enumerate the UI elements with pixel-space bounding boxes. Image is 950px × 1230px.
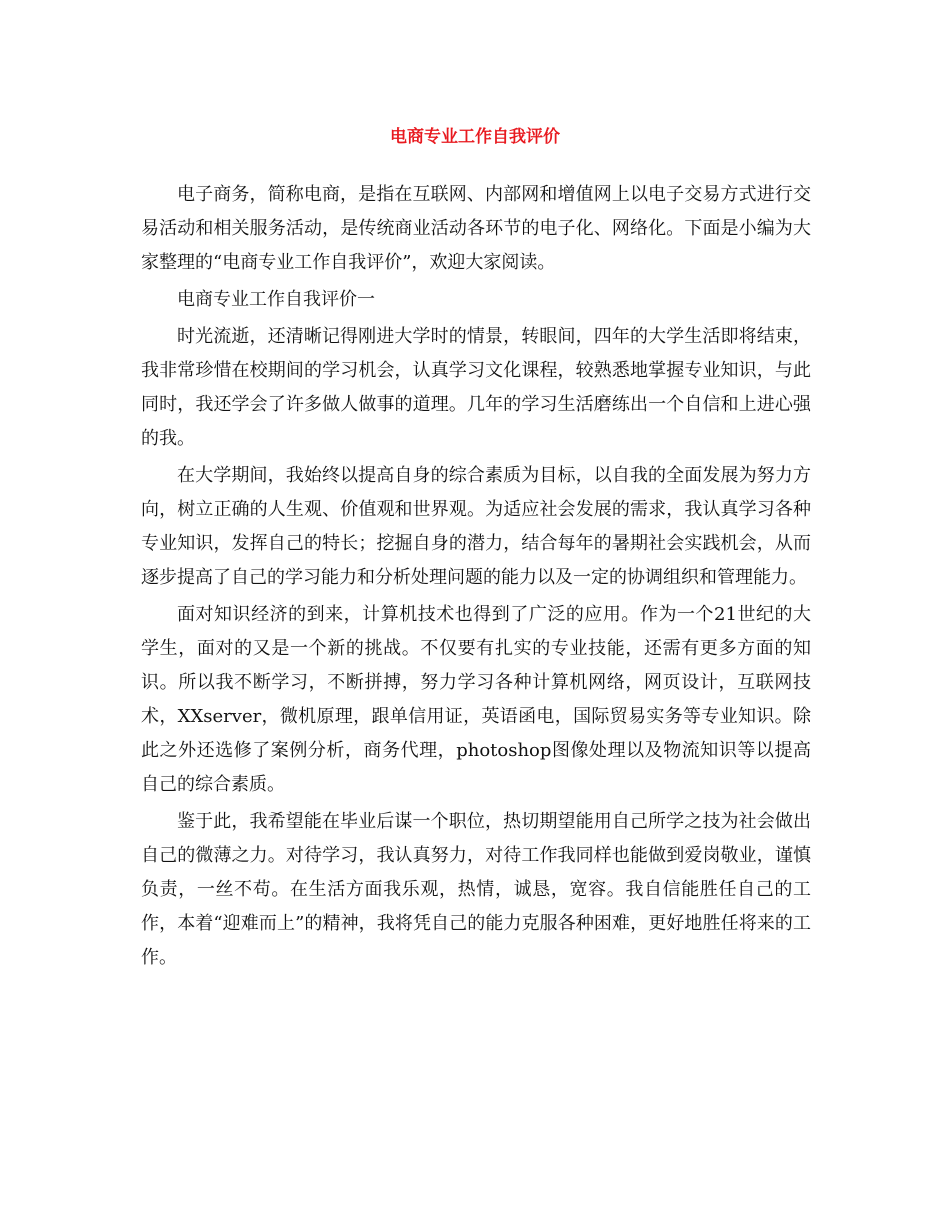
intro-paragraph: 电子商务，简称电商，是指在互联网、内部网和增值网上以电子交易方式进行交易活动和相关服务活动，是传统商业活动各环节的电子化、网络化。下面是小编为大家整理的“电商专业工作自我评价”，欢迎大家阅读。 <box>141 184 811 273</box>
document-title: 电商专业工作自我评价 <box>390 127 560 147</box>
section-heading: 电商专业工作自我评价一 <box>177 289 375 310</box>
document-body <box>141 178 811 978</box>
body-paragraph: 在大学期间，我始终以提高自身的综合素质为目标，以自我的全面发展为努力方向，树立正确的人生观、价值观和世界观。为适应社会发展的需求，我认真学习各种专业知识，发挥自己的特长；挖掘自身的潜力，结合每年的暑期社会实践机会，从而逐步提高了自己的学习能力和分析处理问题的能力以及一定的协调组织和管理能力。 <box>141 465 811 588</box>
body-paragraph: 鉴于此，我希望能在毕业后谋一个职位，热切期望能用自己所学之技为社会做出自己的微薄之力。对待学习，我认真努力，对待工作我同样也能做到爱岗敬业，谨慎负责，一丝不苟。在生活方面我乐观，热情，诚恳，宽容。我自信能胜任自己的工作，本着“迎难而上”的精神，我将凭自己的能力克服各种困难，更好地胜任将来的工作。 <box>141 811 811 968</box>
body-paragraph: 面对知识经济的到来，计算机技术也得到了广泛的应用。作为一个21世纪的大学生，面对的又是一个新的挑战。不仅要有扎实的专业技能，还需有更多方面的知识。所以我不断学习，不断拼搏，努力学习各种计算机网络，网页设计，互联网技术，XXserver，微机原理，跟单信用证，英语函电，国际贸易实务等专业知识。除此之外还选修了案例分析，商务代理，photoshop图像处理以及物流知识等以提高自己的综合素质。 <box>141 604 811 795</box>
body-paragraph: 时光流逝，还清晰记得刚进大学时的情景，转眼间，四年的大学生活即将结束，我非常珍惜在校期间的学习机会，认真学习文化课程，较熟悉地掌握专业知识，与此同时，我还学会了许多做人做事的道理。几年的学习生活磨练出一个自信和上进心强的我。 <box>141 326 811 449</box>
